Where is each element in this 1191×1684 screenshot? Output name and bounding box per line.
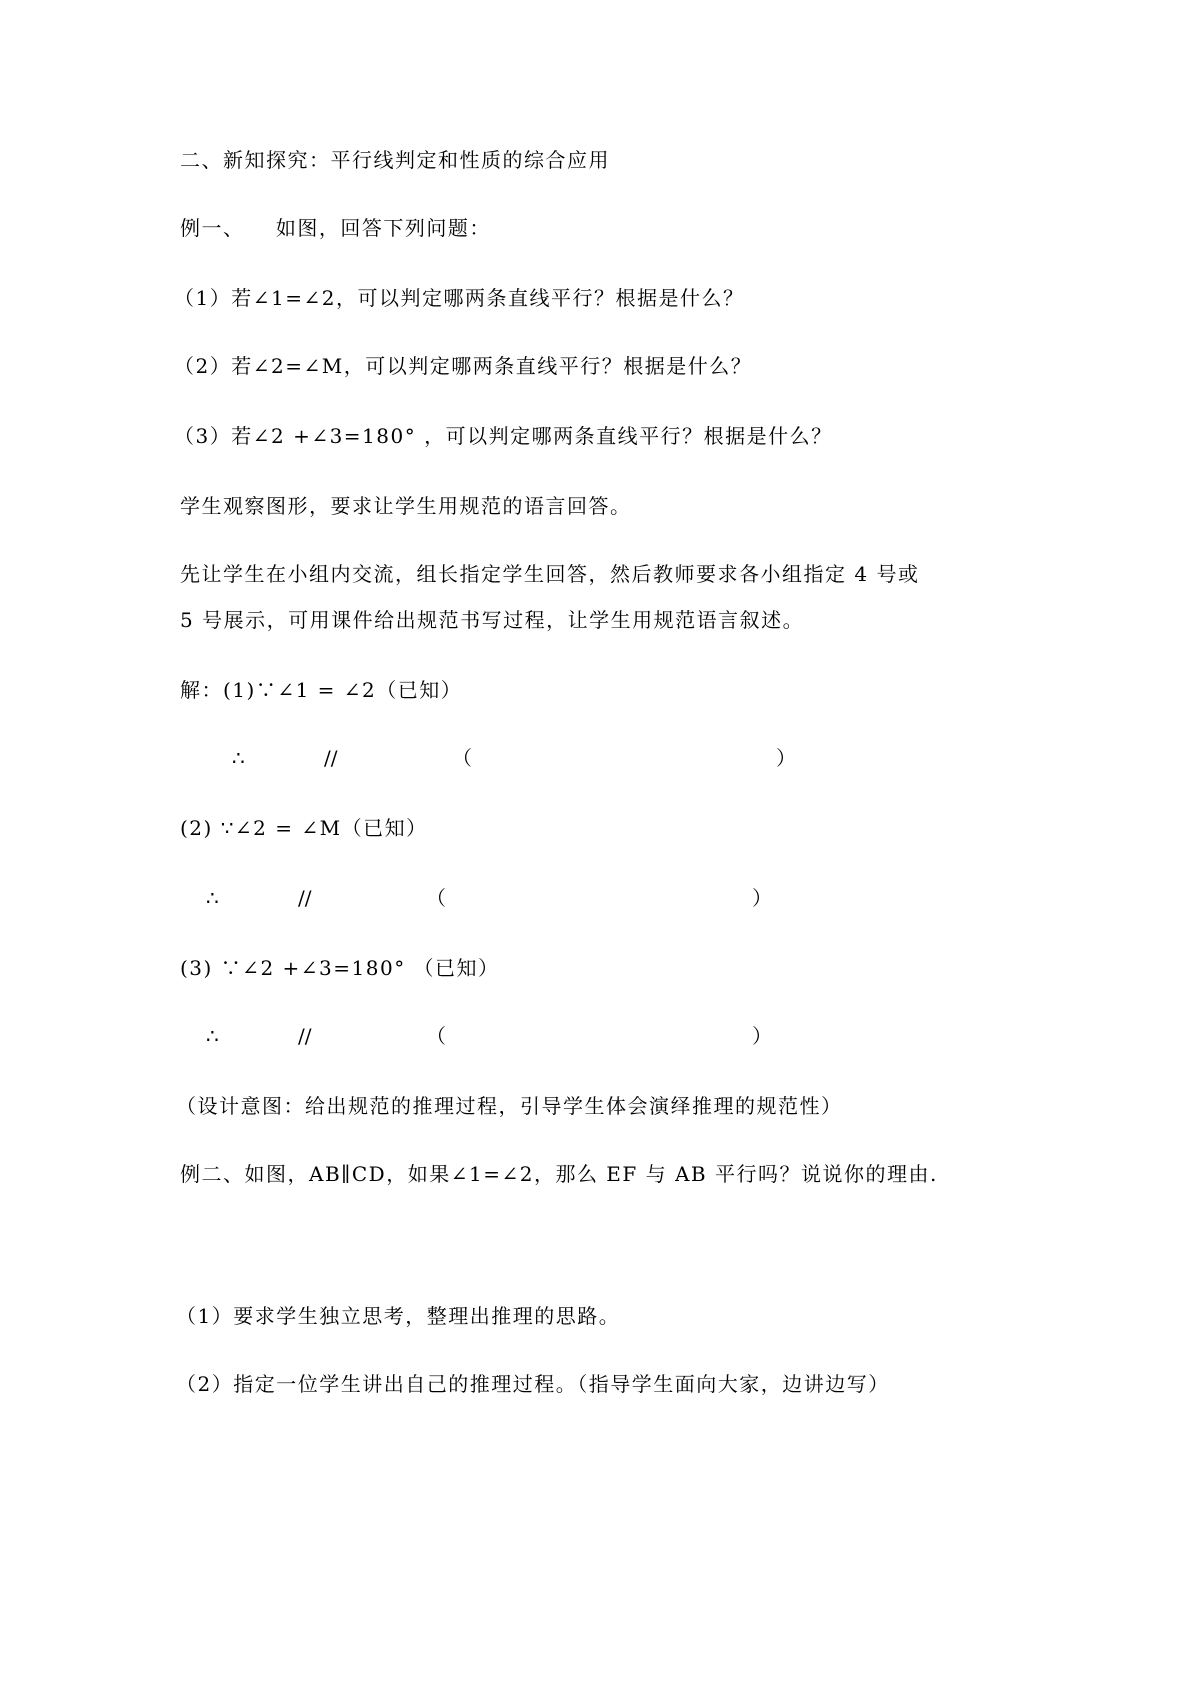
- example2-text: 例二、如图，AB∥CD，如果∠1=∠2，那么 EF 与 AB 平行吗？说说你的理由.: [180, 1162, 938, 1186]
- reason-close-paren: ）: [752, 886, 772, 910]
- reason-close-paren: ）: [752, 1024, 772, 1048]
- parallel-symbol: //: [324, 746, 338, 770]
- parallel-symbol: //: [298, 886, 312, 910]
- solution-step-1: 解：(1)∵∠1 = ∠2（已知）: [180, 678, 463, 702]
- observe-note: 学生观察图形，要求让学生用规范的语言回答。: [180, 494, 632, 518]
- therefore-row-1: [0, 744, 1191, 772]
- example1-question-2: （2）若∠2=∠M，可以判定哪两条直线平行？根据是什么？: [174, 354, 753, 378]
- example1-question-3: （3）若∠2 +∠3=180° ，可以判定哪两条直线平行？根据是什么？: [174, 424, 833, 448]
- therefore-symbol: ∴: [206, 886, 219, 910]
- reason-close-paren: ）: [776, 746, 796, 770]
- example1-intro: 例一、 如图，回答下列问题：: [180, 216, 491, 240]
- instruction-line-2: 5 号展示，可用课件给出规范书写过程，让学生用规范语言叙述。: [180, 608, 805, 632]
- therefore-symbol: ∴: [232, 746, 245, 770]
- reason-open-paren: （: [452, 746, 472, 770]
- therefore-row-3: [0, 1022, 1191, 1050]
- example1-question-1: （1）若∠1=∠2，可以判定哪两条直线平行？根据是什么？: [174, 286, 745, 310]
- reason-open-paren: （: [426, 1024, 446, 1048]
- therefore-row-2: [0, 884, 1191, 912]
- therefore-symbol: ∴: [206, 1024, 219, 1048]
- example2-step-2: （2）指定一位学生讲出自己的推理过程。（指导学生面向大家，边讲边写）: [176, 1372, 890, 1396]
- section-title: 二、新知探究：平行线判定和性质的综合应用: [180, 148, 610, 172]
- example2-step-1: （1）要求学生独立思考，整理出推理的思路。: [176, 1304, 621, 1328]
- solution-step-3: (3) ∵∠2 +∠3=180° （已知）: [180, 956, 500, 980]
- solution-step-2: (2) ∵∠2 = ∠M（已知）: [180, 816, 428, 840]
- instruction-line-1: 先让学生在小组内交流，组长指定学生回答，然后教师要求各小组指定 4 号或: [180, 562, 920, 586]
- design-intent: （设计意图：给出规范的推理过程，引导学生体会演绎推理的规范性）: [176, 1094, 843, 1118]
- parallel-symbol: //: [298, 1024, 312, 1048]
- reason-open-paren: （: [426, 886, 446, 910]
